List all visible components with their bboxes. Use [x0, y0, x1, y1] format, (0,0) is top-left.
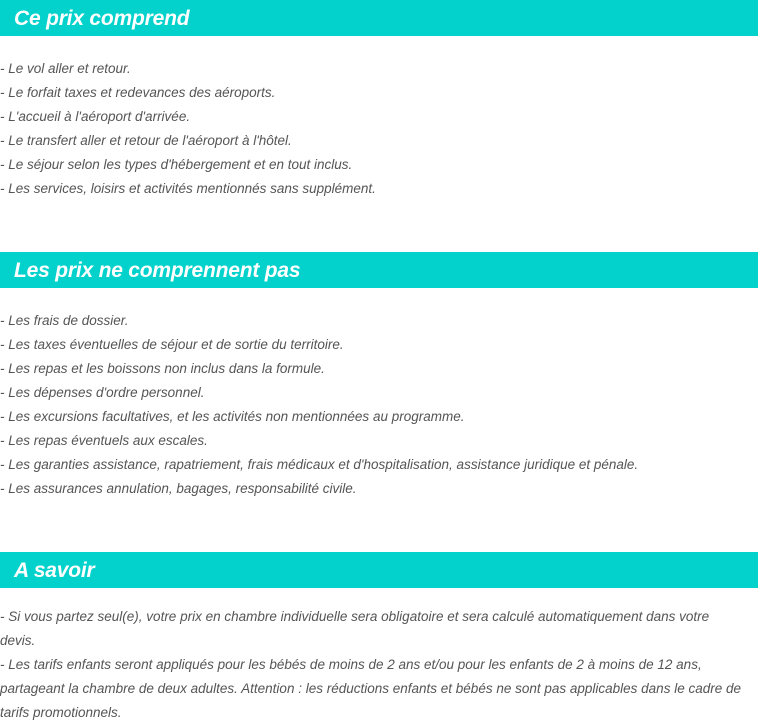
- list-item: - L'accueil à l'aéroport d'arrivée.: [0, 109, 191, 124]
- list-item: - Les repas éventuels aux escales.: [0, 433, 208, 448]
- spacer-before-excluded-header: [0, 201, 758, 252]
- list-item: - Les services, loisirs et activités mentionnés sans supplément.: [0, 181, 376, 196]
- list-item: - Les repas et les boissons non inclus dans la formule.: [0, 361, 325, 376]
- list-item: - Les frais de dossier.: [0, 313, 129, 328]
- included-item-list: [0, 57, 758, 201]
- section-header-included: [0, 0, 758, 36]
- section-body-excluded: [0, 309, 758, 501]
- list-item: - Le forfait taxes et redevances des aéroports.: [0, 85, 276, 100]
- list-item: - Le transfert aller et retour de l'aéroport à l'hôtel.: [0, 133, 292, 148]
- list-item: - Les excursions facultatives, et les activités non mentionnées au programme.: [0, 409, 465, 424]
- spacer-before-notes-header: [0, 501, 758, 552]
- list-item: - Les dépenses d'ordre personnel.: [0, 385, 205, 400]
- list-item: - Le vol aller et retour.: [0, 61, 131, 76]
- excluded-item-list: [0, 309, 758, 501]
- list-item: - Les taxes éventuelles de séjour et de sortie du territoire.: [0, 337, 344, 352]
- section-title-notes: A savoir: [14, 558, 95, 582]
- list-item: - Si vous partez seul(e), votre prix en chambre individuelle sera obligatoire et sera calculé automatiquement dans votre devis.: [0, 609, 710, 648]
- spacer-after-included-header: [0, 36, 758, 57]
- notes-item-list: [0, 605, 758, 725]
- spacer-after-notes-header: [0, 588, 758, 605]
- section-title-included: Ce prix comprend: [14, 6, 190, 30]
- spacer-after-excluded-header: [0, 288, 758, 309]
- list-item: - Les assurances annulation, bagages, responsabilité civile.: [0, 481, 357, 496]
- section-header-excluded: [0, 252, 758, 288]
- section-title-excluded: Les prix ne comprennent pas: [14, 258, 301, 282]
- section-body-notes: [0, 605, 758, 725]
- section-body-included: [0, 57, 758, 201]
- section-header-notes: [0, 552, 758, 588]
- list-item: - Les tarifs enfants seront appliqués pour les bébés de moins de 2 ans et/ou pour les enfants de 2 à moins de 12 ans, partageant la chambre de deux adultes. Attention : les réductions enfants et bébés ne sont pas applicables dans le cadre de tarifs promotionnels.: [0, 657, 741, 720]
- list-item: - Le séjour selon les types d'hébergement et en tout inclus.: [0, 157, 353, 172]
- list-item: - Les garanties assistance, rapatriement, frais médicaux et d'hospitalisation, assistance juridique et pénale.: [0, 457, 639, 472]
